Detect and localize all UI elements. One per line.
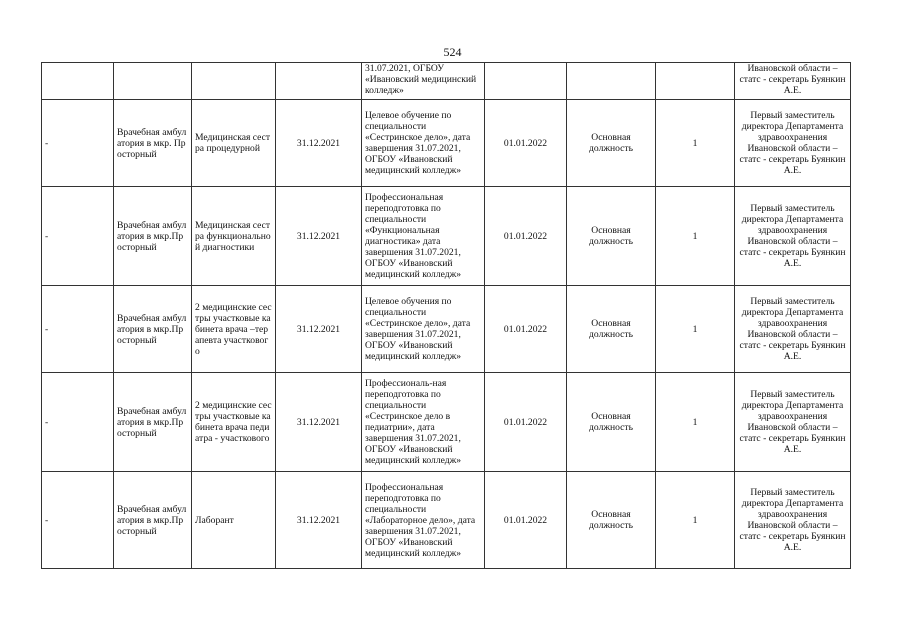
table-row (42, 472, 851, 569)
start-date-cell: 01.01.2022 (485, 286, 567, 373)
responsible-cell: Первый заместитель директора Департамента здравоохранения Ивановской области – статс - секретарь Буянкин А.Е. (735, 100, 851, 187)
position-type-cell: Основная должность (567, 373, 656, 472)
position-type-cell: Основная должность (567, 472, 656, 569)
facility-cell: Врачебная амбулатория в мкр.Просторный (114, 187, 192, 286)
table-row (42, 187, 851, 286)
start-date-cell: 01.01.2022 (485, 187, 567, 286)
position-type-cell (567, 63, 656, 100)
row-marker: - (42, 472, 114, 569)
date-cell: 31.12.2021 (276, 286, 362, 373)
count-cell: 1 (656, 286, 735, 373)
position-cell: Медицинская сестра функциональной диагностики (192, 187, 276, 286)
responsible-cell: Первый заместитель директора Департамента здравоохранения Ивановской области – статс - секретарь Буянкин А.Е. (735, 187, 851, 286)
date-cell (276, 63, 362, 100)
count-cell (656, 63, 735, 100)
position-cell: 2 медицинские сестры участковые кабинета врача педиатра - участкового (192, 373, 276, 472)
responsible-cell: Первый заместитель директора Департамента здравоохранения Ивановской области – статс - секретарь Буянкин А.Е. (735, 286, 851, 373)
facility-cell: Врачебная амбулатория в мкр.Просторный (114, 472, 192, 569)
table-row (42, 100, 851, 187)
page-number: 524 (443, 45, 462, 59)
row-marker (42, 63, 114, 100)
training-cell: Целевое обучение по специальности «Сестринское дело», дата завершения 31.07.2021, ОГБОУ «Ивановский медицинский колледж» (362, 100, 485, 187)
responsible-cell: Первый заместитель директора Департамента здравоохранения Ивановской области – статс - секретарь Буянкин А.Е. (735, 472, 851, 569)
count-cell: 1 (656, 187, 735, 286)
count-cell: 1 (656, 100, 735, 187)
position-cell: Медицинская сестра процедурной (192, 100, 276, 187)
facility-cell: Врачебная амбулатория в мкр.Просторный (114, 286, 192, 373)
row-marker: - (42, 100, 114, 187)
facility-cell: Врачебная амбулатория в мкр.Просторный (114, 373, 192, 472)
training-cell: 31.07.2021, ОГБОУ «Ивановский медицинский колледж» (362, 63, 485, 100)
date-cell: 31.12.2021 (276, 100, 362, 187)
responsible-cell: Первый заместитель директора Департамента здравоохранения Ивановской области – статс - секретарь Буянкин А.Е. (735, 373, 851, 472)
position-cell: Лаборант (192, 472, 276, 569)
position-cell (192, 63, 276, 100)
start-date-cell (485, 63, 567, 100)
row-marker: - (42, 286, 114, 373)
row-marker: - (42, 187, 114, 286)
table-row (42, 63, 851, 100)
date-cell: 31.12.2021 (276, 187, 362, 286)
position-cell: 2 медицинские сестры участковые кабинета врача –терапевта участкового (192, 286, 276, 373)
facility-cell: Врачебная амбулатория в мкр. Просторный (114, 100, 192, 187)
position-type-cell: Основная должность (567, 100, 656, 187)
date-cell: 31.12.2021 (276, 373, 362, 472)
responsible-cell: Ивановской области – статс - секретарь Буянкин А.Е. (735, 63, 851, 100)
start-date-cell: 01.01.2022 (485, 472, 567, 569)
training-cell: Профессиональная переподготовка по специальности «Лабораторное дело», дата завершения 31.07.2021, ОГБОУ «Ивановский медицинский колледж» (362, 472, 485, 569)
table-row (42, 286, 851, 373)
date-cell: 31.12.2021 (276, 472, 362, 569)
position-type-cell: Основная должность (567, 187, 656, 286)
training-cell: Профессиональ-ная переподготовка по специальности «Сестринское дело в педиатрии», дата завершения 31.07.2021, ОГБОУ «Ивановский медицинский колледж» (362, 373, 485, 472)
row-marker: - (42, 373, 114, 472)
count-cell: 1 (656, 373, 735, 472)
position-type-cell: Основная должность (567, 286, 656, 373)
start-date-cell: 01.01.2022 (485, 100, 567, 187)
start-date-cell: 01.01.2022 (485, 373, 567, 472)
facility-cell (114, 63, 192, 100)
count-cell: 1 (656, 472, 735, 569)
training-cell: Целевое обучения по специальности «Сестринское дело», дата завершения 31.07.2021, ОГБОУ «Ивановский медицинский колледж» (362, 286, 485, 373)
staffing-table (41, 62, 851, 569)
training-cell: Профессиональная переподготовка по специальности «Функциональная диагностика» дата завершения 31.07.2021, ОГБОУ «Ивановский медицинский колледж» (362, 187, 485, 286)
table-row (42, 373, 851, 472)
